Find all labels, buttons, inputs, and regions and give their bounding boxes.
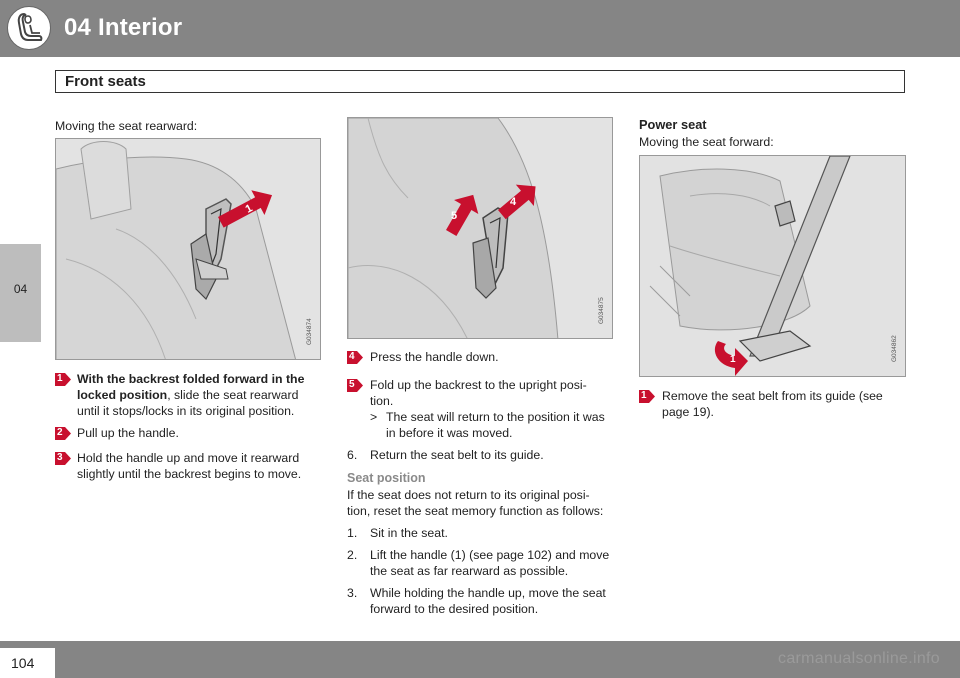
step-marker: 1 (55, 373, 71, 386)
figure-arrow-label: 4 (510, 196, 517, 208)
figure-code: G034874 (306, 318, 313, 345)
step-marker: 5 (347, 379, 363, 392)
figure-backrest-handle-2 (347, 117, 613, 339)
figure-power-seat-belt (639, 155, 906, 377)
section-title: Front seats (65, 73, 146, 90)
step-3-text: Hold the handle up and move it rearward slightly until the backrest begins to move. (77, 451, 302, 481)
list-number: 2. (347, 548, 358, 562)
step-marker: 4 (347, 351, 363, 364)
list-number: 1. (347, 526, 358, 540)
list-item-2-text: Lift the handle (1) (see page 102) and move the seat as far rearward as possible. (370, 548, 610, 578)
result-marker: > (370, 410, 378, 424)
figure-arrow-label: 1 (730, 354, 736, 365)
seat-position-intro: If the seat does not return to its original posi- tion, reset the seat memory function as follows: (347, 488, 604, 518)
power-seat-heading: Power seat (639, 117, 707, 132)
col1-intro: Moving the seat rearward: (55, 119, 198, 133)
step-5-text: Fold up the backrest to the upright posi- tion. (370, 378, 587, 408)
step-2-text: Pull up the handle. (77, 426, 179, 440)
item-6-text: Return the seat belt to its guide. (370, 448, 544, 462)
page-number: 104 (0, 648, 55, 678)
result-text: The seat will return to the position it was in before it was moved. (386, 410, 605, 440)
figure-arrow-label: 5 (451, 210, 458, 222)
figure-code: G034862 (891, 335, 898, 362)
step-marker: 3 (55, 452, 71, 465)
seat-icon (7, 6, 51, 50)
list-item-1-text: Sit in the seat. (370, 526, 448, 540)
chapter-header-bar (0, 0, 960, 57)
figure-arrow-label: 1 (243, 202, 255, 216)
figure-code: G034875 (598, 297, 605, 324)
list-number: 6. (347, 448, 358, 462)
step-marker: 1 (639, 390, 655, 403)
section-header (55, 70, 905, 93)
step-marker: 2 (55, 427, 71, 440)
list-item-3-text: While holding the handle up, move the seat forward to the desired position. (370, 586, 606, 616)
seat-position-heading: Seat position (347, 471, 426, 485)
list-number: 3. (347, 586, 358, 600)
col3-intro: Moving the seat forward: (639, 135, 774, 149)
chapter-side-tab[interactable] (0, 244, 41, 342)
power-seat-step-1-text: Remove the seat belt from its guide (see page 19). (662, 389, 883, 419)
side-tab-label: 04 (13, 282, 28, 296)
step-1-text: With the backrest folded forward in the locked position, slide the seat rearward until it stops/locks in its original position. (77, 372, 305, 418)
watermark: carmanualsonline.info (778, 650, 940, 667)
figure-backrest-handle-1 (55, 138, 321, 360)
step-4-text: Press the handle down. (370, 350, 499, 364)
chapter-title: 04 Interior (64, 14, 183, 41)
